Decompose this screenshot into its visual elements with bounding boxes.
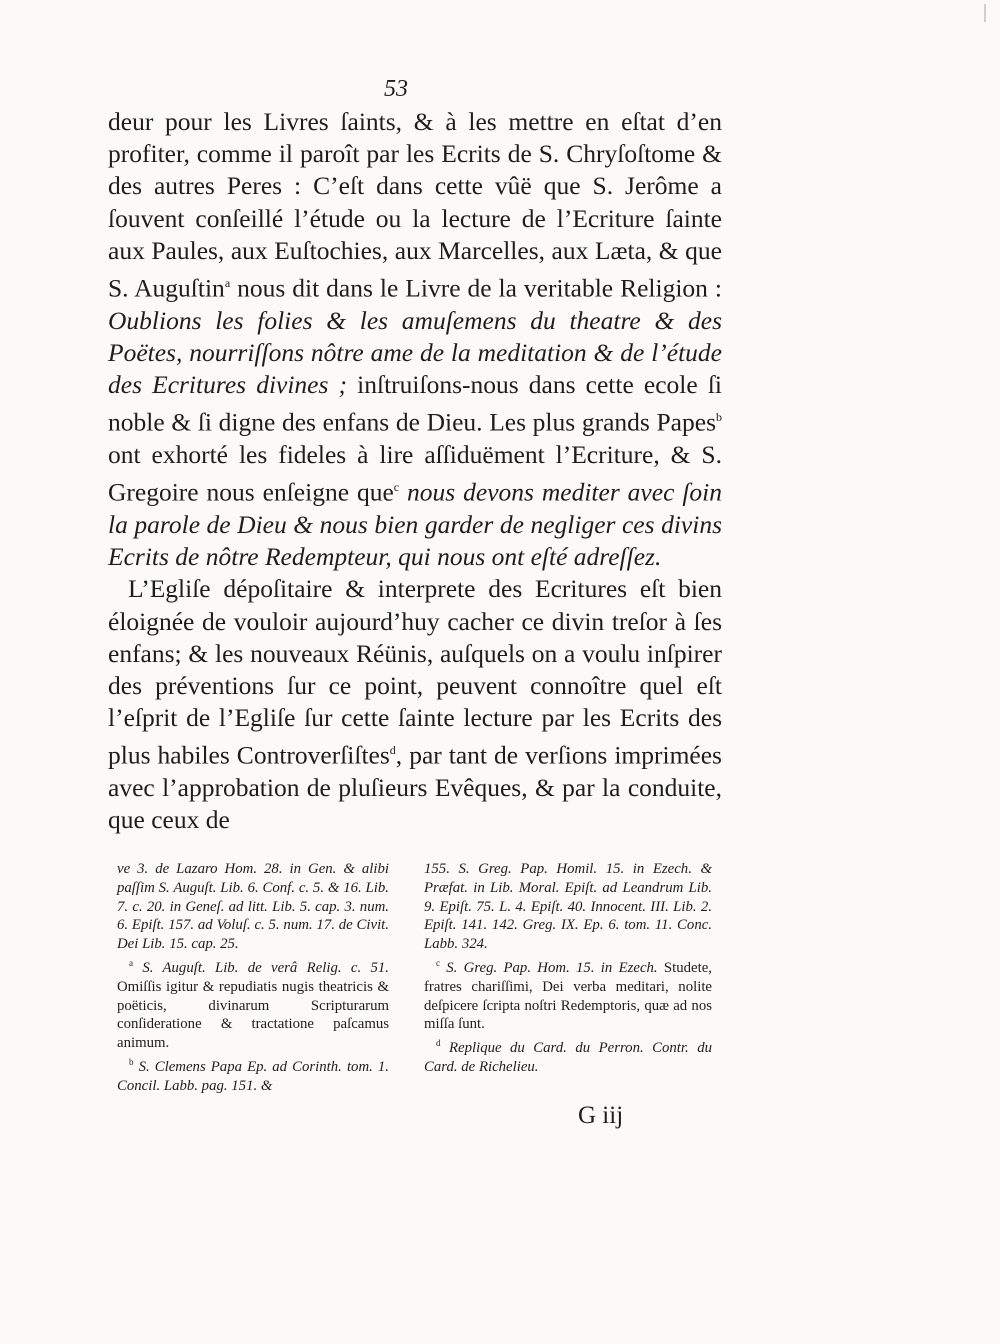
footnote-c: $^c$ S. Greg. Pap. Hom. 15. in Ezech. Studete, fratres chariſſimi, Dei verba meditari, nolite deſpicere ſcripta noſtri Redemptoris, quæ ad nos miſſa ſunt. [424, 957, 712, 1033]
page-number: 53 [384, 76, 408, 102]
signature-mark: G iij [578, 1102, 624, 1129]
footnote-c-ref: S. Greg. Pap. Hom. 15. in Ezech. [446, 959, 658, 976]
paragraph-2 [108, 573, 722, 836]
paragraph-1-text-3: inſtruiſons-nous dans cette ecole ſi noble & ſi digne des enfans de Dieu. Les plus grands Papes [108, 370, 722, 437]
quotation-augustin: Oublions les folies & les amuſemens du theatre & des Poëtes, nourriſſons nôtre ame de la meditation & de l’étude des Ecritures divines ; [108, 305, 722, 400]
footnote-continuation-left: ve 3. de Lazaro Hom. 28. in Gen. & alibi paſſim S. Auguſt. Lib. 6. Conf. c. 5. & 16. Lib. 7. c. 20. in Geneſ. ad litt. Lib. 5. cap. 3. num. 6. Epiſt. 157. ad Voluſ. c. 5. num. 17. de Civit. Dei Lib. 15. cap. 25. [117, 861, 389, 953]
paragraph-1-text-2: nous dit dans le Livre de la veritable Religion : [230, 273, 723, 303]
footnote-ref-a: a [224, 276, 231, 291]
footnote-ref-c: c [393, 480, 400, 495]
footnote-d: $^d$ Replique du Card. du Perron. Contr. du Card. de Richelieu. [424, 1038, 712, 1075]
footnote-a: $^a$ S. Auguſt. Lib. de verâ Relig. c. 51. Omiſſis igitur & repudiatis nugis theatricis & poëticis, divinarum Scripturarum conſideratione & tractatione paſcamus animum. [117, 957, 389, 1052]
paragraph-1 [108, 106, 722, 573]
scan-edge-mark [984, 4, 986, 22]
paragraph-2-text-2: , par tant de verſions imprimées avec l’approbation de pluſieurs Evêques, & par la conduite, que ceux de [108, 740, 722, 835]
paragraph-2-text: L’Egliſe dépoſitaire & interprete des Ecritures eſt bien éloignée de vouloir aujourd’huy cacher ce divin treſor à ſes enfans; & les nouveaux Réünis, auſquels on a voulu inſpirer des préventions ſur ce point, peuvent connoître quel eſt l’eſprit de l’Egliſe ſur cette ſainte lecture par les Ecrits des plus habiles Controverſiſtes [108, 574, 722, 770]
main-text [108, 106, 722, 836]
footnote-b: $^b$ S. Clemens Papa Ep. ad Corinth. tom. 1. Concil. Labb. pag. 151. & [117, 1056, 390, 1094]
footnote-c-text: Studete, fratres chariſſimi, Dei verba meditari, nolite deſpicere ſcripta noſtri Redemptoris, quæ ad nos miſſa ſunt. [424, 959, 712, 1033]
footnote-ref-b: b [716, 410, 722, 425]
paragraph-1-text: deur pour les Livres ſaints, & à les mettre en eſtat d’en profiter, comme il paroît par les Ecrits de S. Chryſoſtome & des autres Peres : C’eſt dans cette vûë que S. Jerôme a ſouvent conſeillé l’étude ou la lecture de l’Ecriture ſainte aux Paules, aux Euſtochies, aux Marcelles, aux Læta, & que S. Auguſtin [108, 107, 722, 303]
footnote-b-ref: S. Clemens Papa Ep. ad Corinth. tom. 1. Concil. Labb. pag. 151. & [117, 1058, 390, 1094]
paragraph-1-text-4: ont exhorté les fideles à lire aſſiduëment l’Ecriture, & S. Gregoire nous enſeigne que [108, 440, 722, 507]
footnote-a-ref: S. Auguſt. Lib. de verâ Relig. c. 51. [142, 959, 389, 976]
footnotes-left-column [117, 860, 389, 1095]
quotation-gregoire: nous devons mediter avec ſoin la parole de Dieu & nous bien garder de negliger ces divins Ecrits de nôtre Redempteur, qui nous ont eſté adreſſez. [108, 477, 722, 572]
footnote-continuation-right: 155. S. Greg. Pap. Homil. 15. in Ezech. & Præfat. in Lib. Moral. Epiſt. ad Leandrum Lib. 9. Epiſt. 75. L. 4. Epiſt. 40. Innocent. III. Lib. 2. Epiſt. 141. 142. Greg. IX. Ep. 6. tom. 11. Conc. Labb. 324. [424, 861, 712, 953]
footnote-d-ref: Replique du Card. du Perron. Contr. du Card. de Richelieu. [424, 1040, 712, 1075]
footnotes-right-column [424, 860, 712, 1077]
footnote-a-text: Omiſſis igitur & repudiatis nugis theatricis & poëticis, divinarum Scripturarum conſideratione & tractatione paſcamus animum. [117, 978, 389, 1052]
footnote-ref-d: d [389, 743, 396, 758]
